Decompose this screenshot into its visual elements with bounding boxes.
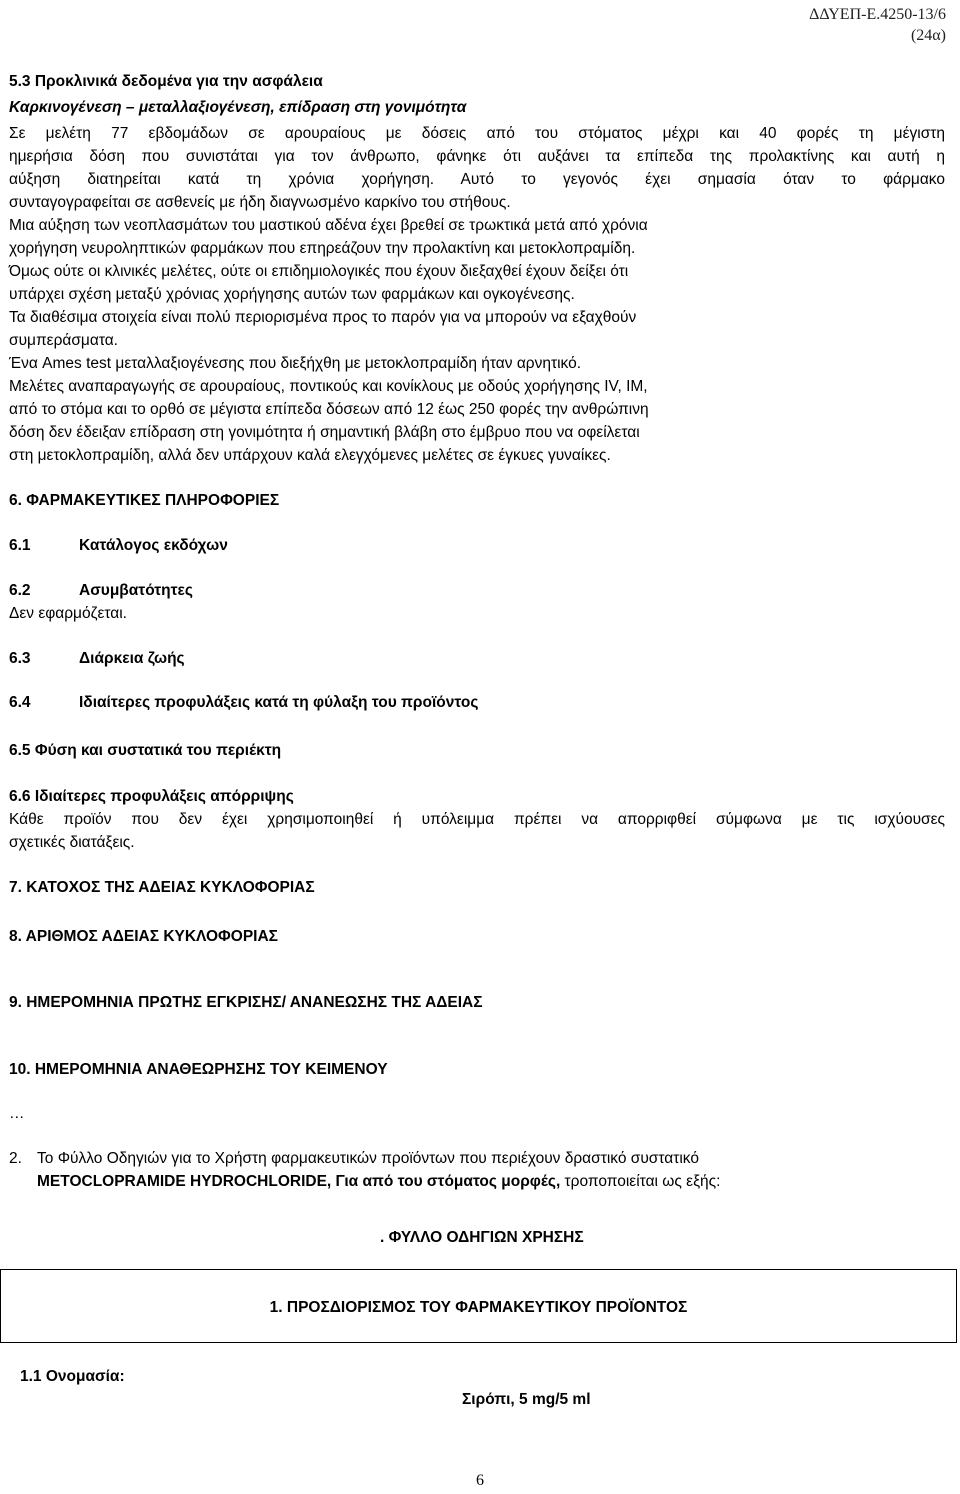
section-6-5-heading: 6.5 Φύση και συστατικά του περιέκτη (9, 742, 282, 759)
document-reference-code: ΔΔΥΕΠ-Ε.4250-13/6 (809, 6, 946, 23)
paragraph-line: Μια αύξηση των νεοπλασμάτων του μαστικού αδένα έχει βρεθεί σε τρωκτικά μετά από χρόνια (9, 217, 648, 234)
paragraph-line: σχετικές διατάξεις. (9, 834, 135, 851)
amendment-text: Το Φύλλο Οδηγιών για το Χρήστη φαρμακευτικών προϊόντων που περιέχουν δραστικό συστατικό (37, 1150, 699, 1167)
paragraph-line: Ένα Ames test μεταλλαξιογένεσης που διεξήχθη με μετοκλοπραμίδη ήταν αρνητικό. (9, 355, 582, 372)
section-6-2-text: Δεν εφαρμόζεται. (9, 605, 127, 622)
ellipsis: … (9, 1105, 25, 1122)
name-label: 1.1 Ονομασία: (20, 1368, 125, 1385)
section-5-3-subtitle: Καρκινογένεση – μεταλλαξιογένεση, επίδραση στη γονιμότητα (9, 99, 467, 116)
paragraph-line: Μελέτες αναπαραγωγής σε αρουραίους, ποντικούς και κονίκλους με οδούς χορήγησης IV, IM, (9, 378, 648, 395)
section-6-3-heading (9, 648, 185, 670)
paragraph-line: ημερήσια δόση που συνιστάται για τον άνθρωπο, φάνηκε ότι αυξάνει τα επίπεδα της προλακτίνης και αυτή η (9, 148, 945, 165)
paragraph-line: Σε μελέτη 77 εβδομάδων σε αρουραίους με δόσεις από του στόματος μέχρι και 40 φορές τη μέγιστη (9, 125, 945, 142)
paragraph-line: συμπεράσματα. (9, 332, 118, 349)
amendment-number: 2. (9, 1150, 22, 1167)
name-value: Σιρόπι, 5 mg/5 ml (462, 1391, 591, 1408)
section-5-3-title: 5.3 Προκλινικά δεδομένα για την ασφάλεια (9, 73, 323, 90)
paragraph-line: υπάρχει σχέση μεταξύ χρόνιας χορήγησης αυτών των φαρμάκων και ογκογένεσης. (9, 286, 575, 303)
section-title: Κατάλογος εκδόχων (79, 537, 228, 554)
section-title: Διάρκεια ζωής (79, 650, 185, 667)
amendment-text-rest: τροποποιείται ως εξής: (560, 1173, 721, 1190)
section-6-6-heading: 6.6 Ιδιαίτερες προφυλάξεις απόρριψης (9, 788, 294, 805)
section-8-heading: 8. ΑΡΙΘΜΟΣ ΑΔΕΙΑΣ ΚΥΚΛΟΦΟΡΙΑΣ (9, 928, 278, 945)
paragraph-line: δόση δεν έδειξαν επίδραση στη γονιμότητα ή σημαντική βλάβη στο έμβρυο που να οφείλεται (9, 424, 640, 441)
document-reference-sub: (24α) (910, 27, 946, 44)
section-number: 6.1 (9, 537, 31, 554)
paragraph-line: αύξηση διατηρείται κατά τη χρόνια χορήγηση. Αυτό το γεγονός έχει σημασία όταν το φάρμακο (9, 171, 945, 188)
paragraph-line: Κάθε προϊόν που δεν έχει χρησιμοποιηθεί ή υπόλειμμα πρέπει να απορριφθεί σύμφωνα με τις ισχύουσες (9, 811, 945, 828)
section-number: 6.3 (9, 650, 31, 667)
section-title: Ιδιαίτερες προφυλάξεις κατά τη φύλαξη του προϊόντος (79, 694, 479, 711)
amendment-product: METOCLOPRAMIDE HYDROCHLORIDE, Για από του στόματος μορφές, (37, 1173, 561, 1190)
section-title: Ασυμβατότητες (79, 582, 193, 599)
section-7-heading: 7. ΚΑΤΟΧΟΣ ΤΗΣ ΑΔΕΙΑΣ ΚΥΚΛΟΦΟΡΙΑΣ (9, 879, 315, 896)
paragraph-line: στη μετοκλοπραμίδη, αλλά δεν υπάρχουν καλά ελεγχόμενες μελέτες σε έγκυες γυναίκες. (9, 447, 611, 464)
leaflet-title: . ΦΥΛΛΟ ΟΔΗΓΙΩΝ ΧΡΗΣΗΣ (380, 1229, 584, 1246)
paragraph-line: Τα διαθέσιμα στοιχεία είναι πολύ περιορισμένα προς το παρόν για να μπορούν να εξαχθούν (9, 309, 637, 326)
amendment-line-2 (37, 1171, 720, 1193)
paragraph-line: από το στόμα και το ορθό σε μέγιστα επίπεδα δόσεων από 12 έως 250 φορές την ανθρώπινη (9, 401, 649, 418)
paragraph-line: Όμως ούτε οι κλινικές μελέτες, ούτε οι επιδημιολογικές που έχουν διεξαχθεί έχουν δείξει ότι (9, 263, 629, 280)
product-identification-title: 1. ΠΡΟΣΔΙΟΡΙΣΜΟΣ ΤΟΥ ΦΑΡΜΑΚΕΥΤΙΚΟΥ ΠΡΟΪΟΝΤΟΣ (269, 1299, 688, 1316)
section-6-2-heading (9, 580, 193, 602)
paragraph-line: συνταγογραφείται σε ασθενείς με ήδη διαγνωσμένο καρκίνο του στήθους. (9, 194, 511, 211)
section-number: 6.4 (9, 694, 31, 711)
page-number: 6 (476, 1472, 484, 1489)
section-6-4-heading (9, 692, 478, 714)
section-9-heading: 9. ΗΜΕΡΟΜΗΝΙΑ ΠΡΩΤΗΣ ΕΓΚΡΙΣΗΣ/ ΑΝΑΝΕΩΣΗΣ ΤΗΣ ΑΔΕΙΑΣ (9, 994, 483, 1011)
section-number: 6.2 (9, 582, 31, 599)
document-reference (809, 4, 946, 46)
paragraph-line: χορήγηση νευροληπτικών φαρμάκων που επηρεάζουν την προλακτίνη και μετοκλοπραμίδη. (9, 240, 636, 257)
section-6-heading: 6. ΦΑΡΜΑΚΕΥΤΙΚΕΣ ΠΛΗΡΟΦΟΡΙΕΣ (9, 492, 280, 509)
amendment-line-1 (9, 1148, 699, 1170)
section-10-heading: 10. ΗΜΕΡΟΜΗΝΙΑ ΑΝΑΘΕΩΡΗΣΗΣ ΤΟΥ ΚΕΙΜΕΝΟΥ (9, 1061, 388, 1078)
section-6-1-heading (9, 535, 228, 557)
